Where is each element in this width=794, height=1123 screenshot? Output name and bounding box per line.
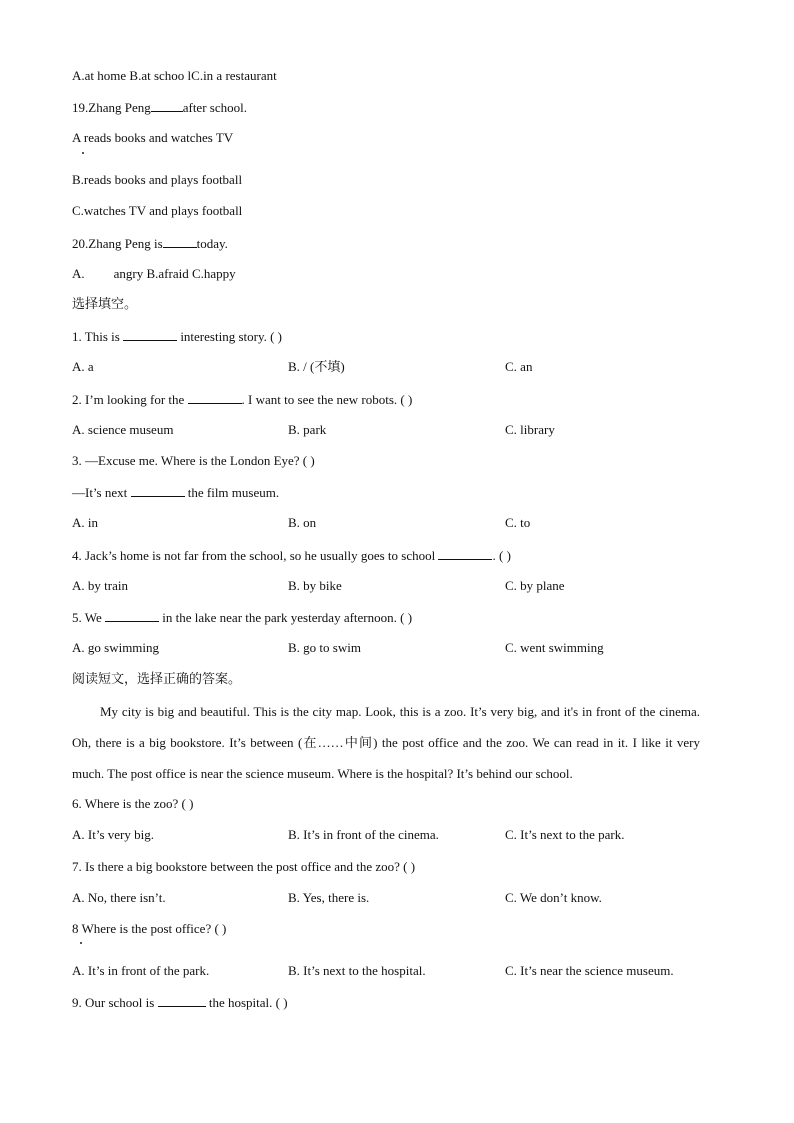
choice-q5-blank: [105, 609, 159, 622]
choice-q5-options: [72, 640, 722, 656]
choice-q2-blank: [188, 391, 242, 404]
choice-q5-post: in the lake near the park yesterday afternoon. ( ): [159, 610, 413, 625]
choice-q4-pre: 4. Jack’s home is not far from the school, so he usually goes to school: [72, 548, 439, 563]
q19-stem-pre: 19.Zhang Peng: [72, 100, 151, 115]
choice-q5-option-c: C. went swimming: [505, 640, 604, 655]
choice-q4-options: [72, 578, 722, 594]
choice-q3-post2: the film museum.: [184, 485, 280, 500]
choice-q2-option-b: B. park: [288, 422, 327, 437]
choice-q3-option-a: A. in: [72, 515, 98, 530]
choice-q3-stem: 3. —Excuse me. Where is the London Eye? ( ): [72, 453, 315, 468]
reading-q7-option-a: A. No, there isn’t.: [72, 890, 166, 905]
reading-q9-stem: [72, 994, 288, 1011]
choice-q4-option-a: A. by train: [72, 578, 128, 593]
reading-q8-option-c: C. It’s near the science museum.: [505, 963, 674, 978]
q19-option-c: C.watches TV and plays football: [72, 203, 243, 218]
choice-q1-option-c: C. an: [505, 359, 533, 374]
reading-q7-stem: 7. Is there a big bookstore between the post office and the zoo? ( ): [72, 859, 416, 874]
choice-q5-pre: 5. We: [72, 610, 106, 625]
choice-q1-pre: 1. This is: [72, 329, 124, 344]
q20-options: [72, 266, 236, 282]
choice-q3-option-b: B. on: [288, 515, 317, 530]
choice-q1-blank: [123, 328, 177, 341]
choice-q3-response: [72, 484, 279, 501]
reading-q8-stem: 8 Where is the post office? ( ): [72, 921, 227, 936]
choice-q1-stem: [72, 328, 282, 345]
section-heading-choice: 选择填空。: [72, 297, 138, 312]
choice-q5-option-b: B. go to swim: [288, 640, 361, 655]
choice-q2-option-a: A. science museum: [72, 422, 174, 437]
reading-q6-option-a: A. It’s very big.: [72, 827, 154, 842]
reading-q7-option-c: C. We don’t know.: [505, 890, 602, 905]
reading-q9-blank: [158, 994, 206, 1007]
reading-q6-stem: 6. Where is the zoo? ( ): [72, 796, 194, 811]
choice-q4-post: . ( ): [492, 548, 511, 563]
choice-q2-options: [72, 422, 722, 438]
choice-q3-option-c: C. to: [505, 515, 531, 530]
choice-q1-option-b: B. / (不填): [288, 359, 345, 374]
choice-q3-blank: [131, 484, 185, 497]
choice-q5-stem: [72, 609, 412, 626]
choice-q2-pre: 2. I’m looking for the: [72, 392, 188, 407]
choice-q2-post: . I want to see the new robots. ( ): [241, 392, 413, 407]
q19-option-b: B.reads books and plays football: [72, 172, 243, 187]
reading-q8-option-a: A. It’s in front of the park.: [72, 963, 210, 978]
choice-q4-option-c: C. by plane: [505, 578, 565, 593]
q20-stem-post: today.: [196, 236, 228, 251]
reading-q7-options: [72, 890, 722, 906]
reading-q6-option-c: C. It’s next to the park.: [505, 827, 625, 842]
choice-q4-blank: [438, 547, 492, 560]
choice-q2-option-c: C. library: [505, 422, 555, 437]
choice-q1-post: interesting story. ( ): [177, 329, 283, 344]
q19-blank: [151, 99, 183, 112]
choice-q1-option-a: A. a: [72, 359, 94, 374]
reading-q9-post: the hospital. ( ): [205, 995, 288, 1010]
q20-options-rest: angry B.afraid C.happy: [113, 266, 236, 281]
reading-passage: My city is big and beautiful. This is the city map. Look, this is a zoo. It’s very big, and it's in front of the cinema. Oh, there is a big bookstore. It’s between (在……中间) the post office and the zoo. We can read in it. I like it very much. The post office is near the science museum. Where is the hospital? It’s behind our school.: [72, 704, 700, 781]
reading-q9-pre: 9. Our school is: [72, 995, 158, 1010]
reading-q6-option-b: B. It’s in front of the cinema.: [288, 827, 439, 842]
choice-q1-options: [72, 359, 722, 375]
q19-stem: [72, 99, 247, 116]
q20-stem: [72, 235, 228, 252]
choice-q4-option-b: B. by bike: [288, 578, 342, 593]
choice-q3-pre2: —It’s next: [72, 485, 131, 500]
choice-q4-stem: [72, 547, 511, 564]
stray-dot: [82, 152, 84, 154]
reading-q7-option-b: B. Yes, there is.: [288, 890, 370, 905]
q19-option-a: A reads books and watches TV: [72, 130, 234, 145]
q19-stem-post: after school.: [182, 100, 247, 115]
q18-options: A.at home B.at schoo lC.in a restaurant: [72, 68, 277, 83]
choice-q3-options: [72, 515, 722, 531]
choice-q5-option-a: A. go swimming: [72, 640, 160, 655]
stray-dot: [80, 942, 82, 944]
section-heading-reading: 阅读短文，选择正确的答案。: [72, 672, 242, 687]
reading-q8-option-b: B. It’s next to the hospital.: [288, 963, 426, 978]
reading-q6-options: [72, 827, 722, 843]
choice-q2-stem: [72, 391, 412, 408]
q20-stem-pre: 20.Zhang Peng is: [72, 236, 163, 251]
q20-option-a-label: A.: [72, 266, 85, 281]
reading-q8-options: [72, 963, 722, 979]
q20-blank: [163, 235, 197, 248]
